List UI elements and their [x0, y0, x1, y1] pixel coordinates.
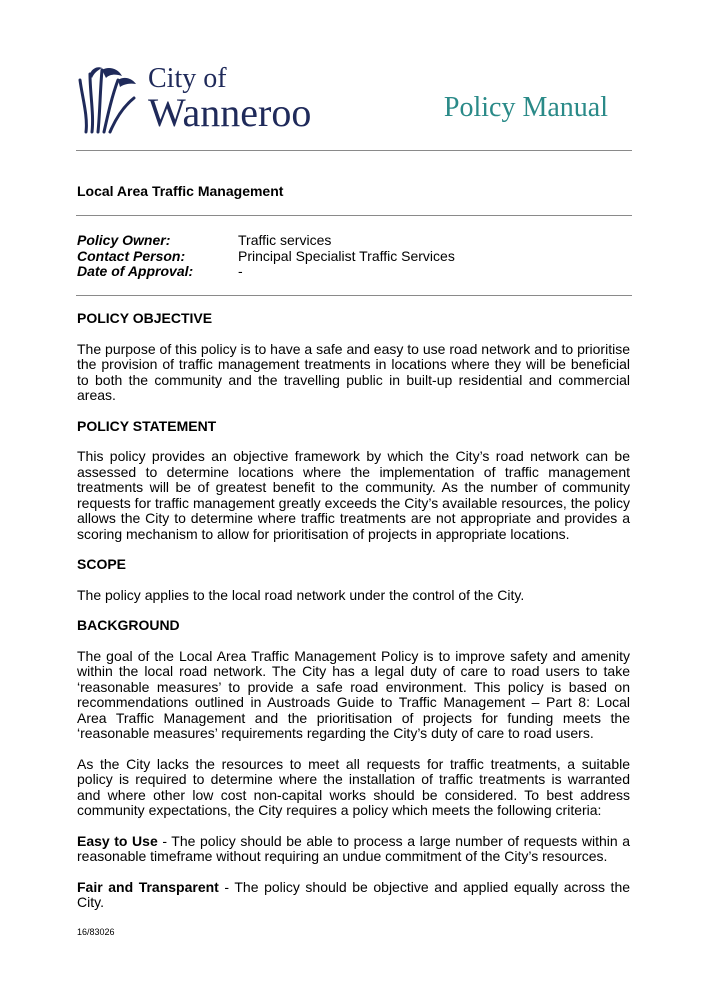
meta-value: Traffic services [238, 232, 332, 248]
plant-emblem-icon [78, 66, 140, 134]
policy-body [77, 311, 630, 926]
statement-text: This policy provides an objective framework by which the City’s road network can be assessed to determine locations where the implementation of traffic management treatments will be of greatest benefit to the community. As the number of community requests for traffic management greatly exceeds the City’s available resources, the policy allows the City to determine where traffic treatments are not appropriate and provides a scoring mechanism to allow for prioritisation of projects in appropriate locations. [77, 448, 630, 542]
document-title: Local Area Traffic Management [77, 183, 284, 199]
scope-text: The policy applies to the local road network under the control of the City. [77, 586, 525, 603]
objective-text: The purpose of this policy is to have a safe and easy to use road network and to prioritise the provision of traffic management treatments in locations where they will be beneficial to both the community and the travelling public in built-up residential and commercial areas. [77, 340, 630, 403]
divider [76, 295, 632, 296]
meta-row-owner [77, 233, 455, 249]
objective-heading: POLICY OBJECTIVE [77, 310, 213, 326]
divider [76, 150, 632, 151]
logo-name-text: Wanneroo [148, 90, 312, 135]
meta-value: Principal Specialist Traffic Services [238, 247, 455, 264]
background-paragraph-1: The goal of the Local Area Traffic Management Policy is to improve safety and amenity within the local road network. The City has a legal duty of care to road users to take ‘reasonable measures’ to provide a safe road environment. This policy is based on recommendations outlined in Austroads Guide to Traffic Management – Part 8: Local Area Traffic Management and the prioritisation of projects for funding meets the ‘reasonable measures’ requirements regarding the City’s duty of care to road users. [77, 647, 630, 741]
meta-row-contact [77, 249, 455, 265]
policy-meta [77, 233, 455, 280]
criterion-easy-to-use [77, 834, 630, 865]
criterion-text: - The policy should be objective and applied equally across the City. [77, 878, 631, 910]
statement-heading: POLICY STATEMENT [77, 417, 217, 434]
background-heading: BACKGROUND [77, 617, 180, 633]
meta-key: Policy Owner: [77, 232, 171, 248]
city-logo [78, 64, 328, 136]
criterion-fair-transparent [77, 880, 630, 911]
scope-heading: SCOPE [77, 556, 127, 572]
divider [76, 215, 632, 216]
meta-key: Date of Approval: [77, 263, 194, 279]
criterion-label: Easy to Use [77, 832, 158, 849]
meta-value: - [238, 263, 243, 279]
criterion-text: - The policy should be able to process a large number of requests within a reasonable timeframe without requiring an undue commitment of the City’s resources. [77, 832, 631, 864]
criterion-label: Fair and Transparent [77, 878, 219, 895]
meta-key: Contact Person: [77, 247, 186, 264]
background-paragraph-2: As the City lacks the resources to meet all requests for traffic treatments, a suitable policy is required to determine where the installation of traffic treatments is warranted and where other low cost non-capital works should be considered. To best address community expectations, the City requires a policy which meets the following criteria: [77, 755, 630, 818]
meta-row-date [77, 264, 455, 280]
document-number: 16/83026 [77, 927, 115, 937]
manual-title: Policy Manual [443, 92, 608, 123]
logo-city-text: City of [148, 63, 227, 94]
